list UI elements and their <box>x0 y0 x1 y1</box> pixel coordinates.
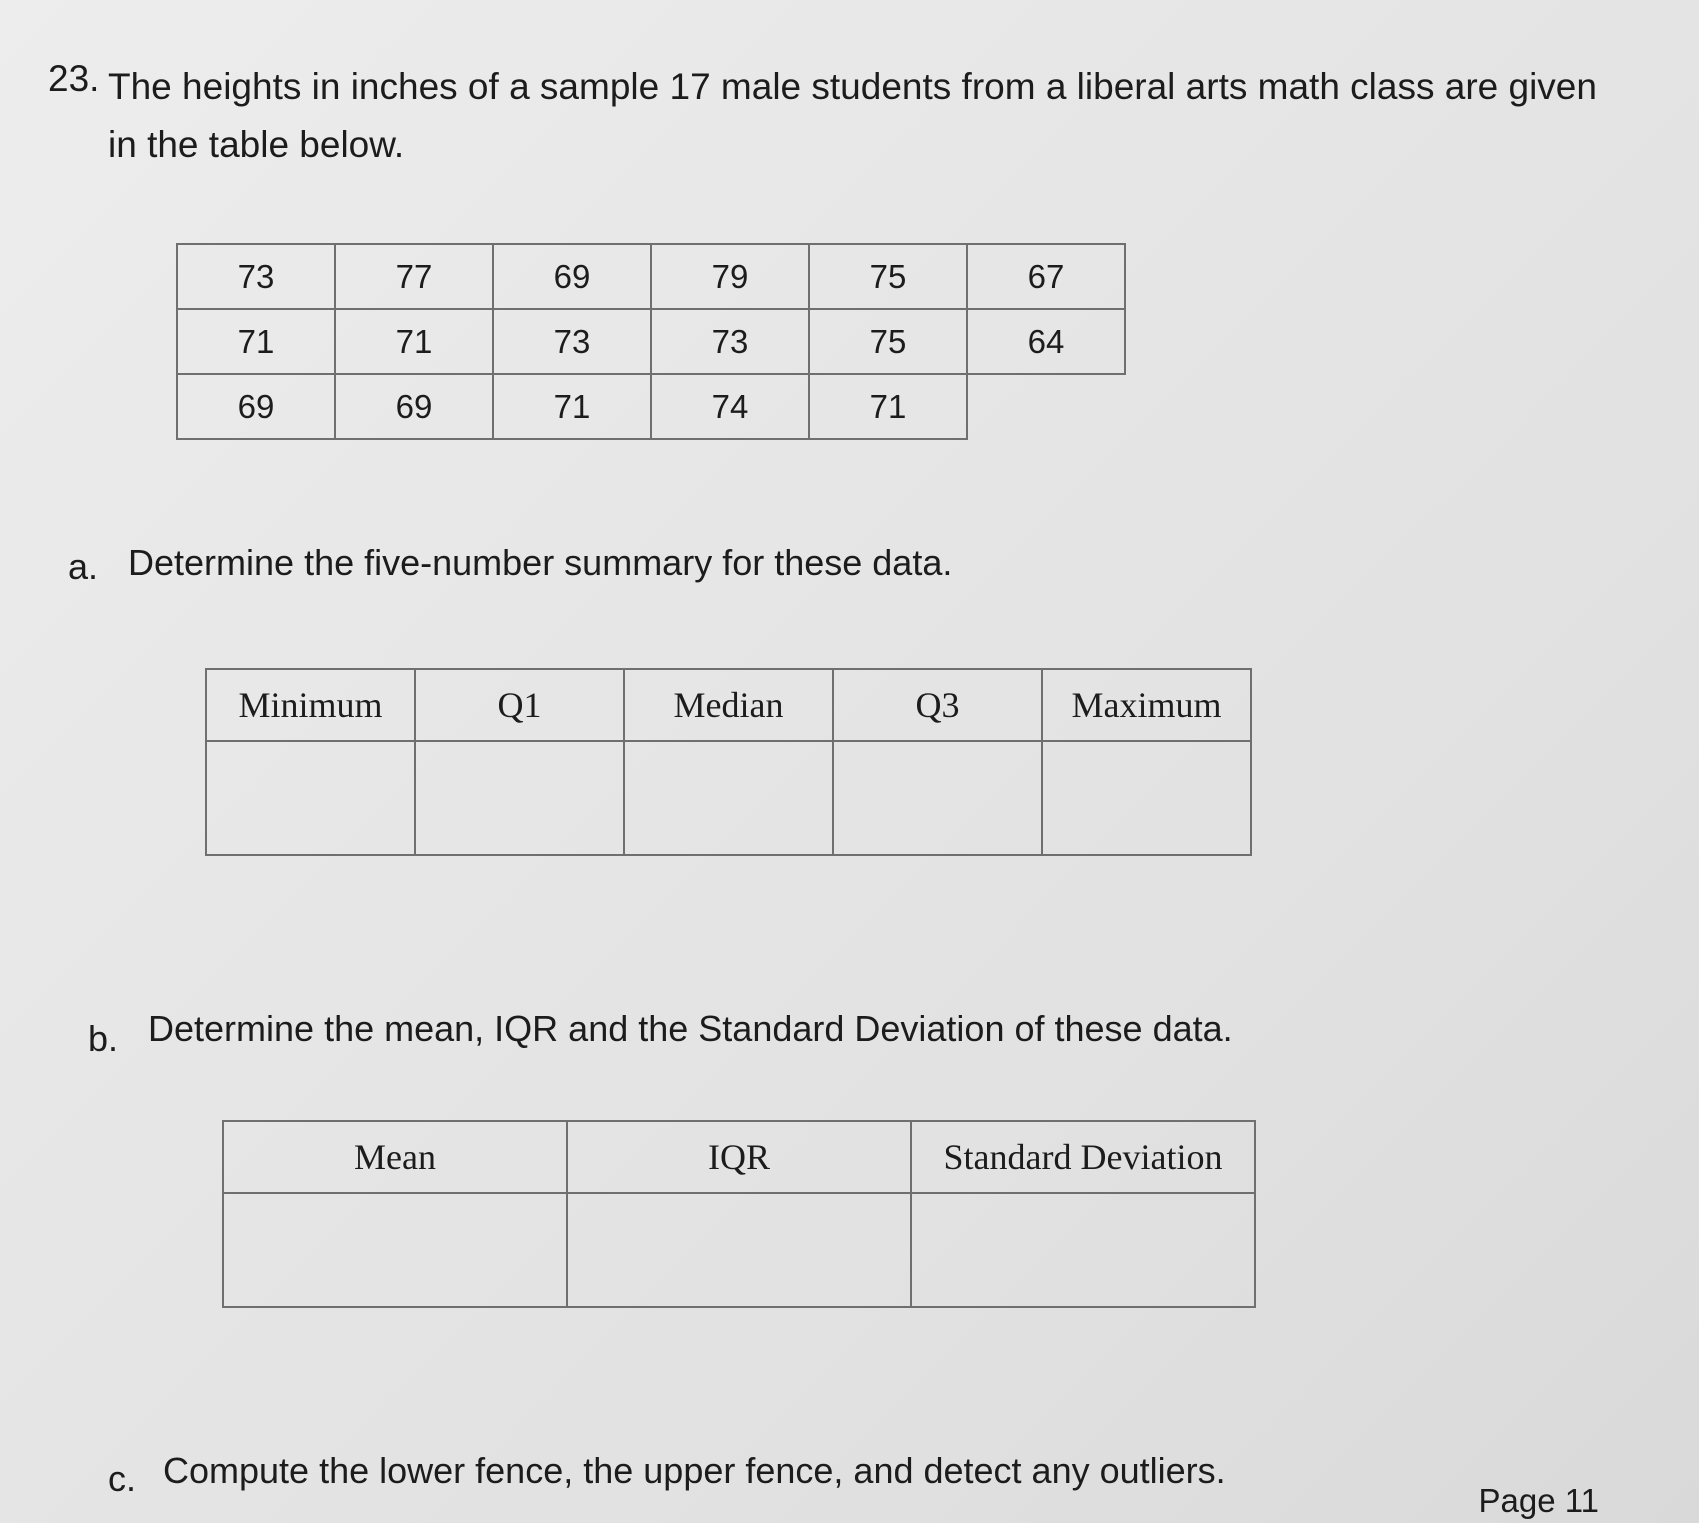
part-a-letter: a. <box>68 546 99 587</box>
data-cell: 75 <box>809 309 967 374</box>
page-number: Page 11 <box>1478 1482 1599 1519</box>
part-b-letter: b. <box>88 1018 119 1059</box>
data-cell: 74 <box>651 374 809 439</box>
answer-row <box>223 1193 1255 1307</box>
table-row <box>177 309 1125 374</box>
table-header-row <box>223 1121 1255 1193</box>
answer-cell-median[interactable] <box>624 741 833 855</box>
heights-data-table <box>176 243 1126 440</box>
table-header-row <box>206 669 1251 741</box>
part-c-letter: c. <box>108 1458 137 1499</box>
data-cell: 73 <box>651 309 809 374</box>
part-c-text: Compute the lower fence, the upper fence, and detect any outliers. <box>163 1450 1226 1491</box>
empty-cell <box>967 374 1125 439</box>
data-cell: 71 <box>809 374 967 439</box>
header-standard-deviation: Standard Deviation <box>911 1121 1255 1193</box>
answer-cell-q3[interactable] <box>833 741 1042 855</box>
question-number: 23. <box>48 58 100 99</box>
header-iqr: IQR <box>567 1121 911 1193</box>
data-cell: 67 <box>967 244 1125 309</box>
table-row <box>177 374 1125 439</box>
data-cell: 73 <box>493 309 651 374</box>
answer-cell-q1[interactable] <box>415 741 624 855</box>
header-mean: Mean <box>223 1121 567 1193</box>
answer-cell-minimum[interactable] <box>206 741 415 855</box>
answer-row <box>206 741 1251 855</box>
answer-cell-iqr[interactable] <box>567 1193 911 1307</box>
data-cell: 73 <box>177 244 335 309</box>
data-cell: 69 <box>177 374 335 439</box>
data-cell: 71 <box>177 309 335 374</box>
answer-cell-mean[interactable] <box>223 1193 567 1307</box>
header-median: Median <box>624 669 833 741</box>
header-minimum: Minimum <box>206 669 415 741</box>
answer-cell-maximum[interactable] <box>1042 741 1251 855</box>
data-cell: 69 <box>335 374 493 439</box>
header-maximum: Maximum <box>1042 669 1251 741</box>
data-cell: 69 <box>493 244 651 309</box>
answer-cell-standard-deviation[interactable] <box>911 1193 1255 1307</box>
data-cell: 64 <box>967 309 1125 374</box>
mean-iqr-sd-table <box>222 1120 1256 1308</box>
data-cell: 71 <box>493 374 651 439</box>
data-cell: 71 <box>335 309 493 374</box>
header-q3: Q3 <box>833 669 1042 741</box>
table-row <box>177 244 1125 309</box>
header-q1: Q1 <box>415 669 624 741</box>
question-text: The heights in inches of a sample 17 male students from a liberal arts math class are given in the table below. <box>108 66 1597 165</box>
data-cell: 79 <box>651 244 809 309</box>
part-b-text: Determine the mean, IQR and the Standard Deviation of these data. <box>148 1008 1233 1049</box>
part-a-text: Determine the five-number summary for these data. <box>128 542 953 583</box>
data-cell: 75 <box>809 244 967 309</box>
five-number-summary-table <box>205 668 1252 856</box>
data-cell: 77 <box>335 244 493 309</box>
